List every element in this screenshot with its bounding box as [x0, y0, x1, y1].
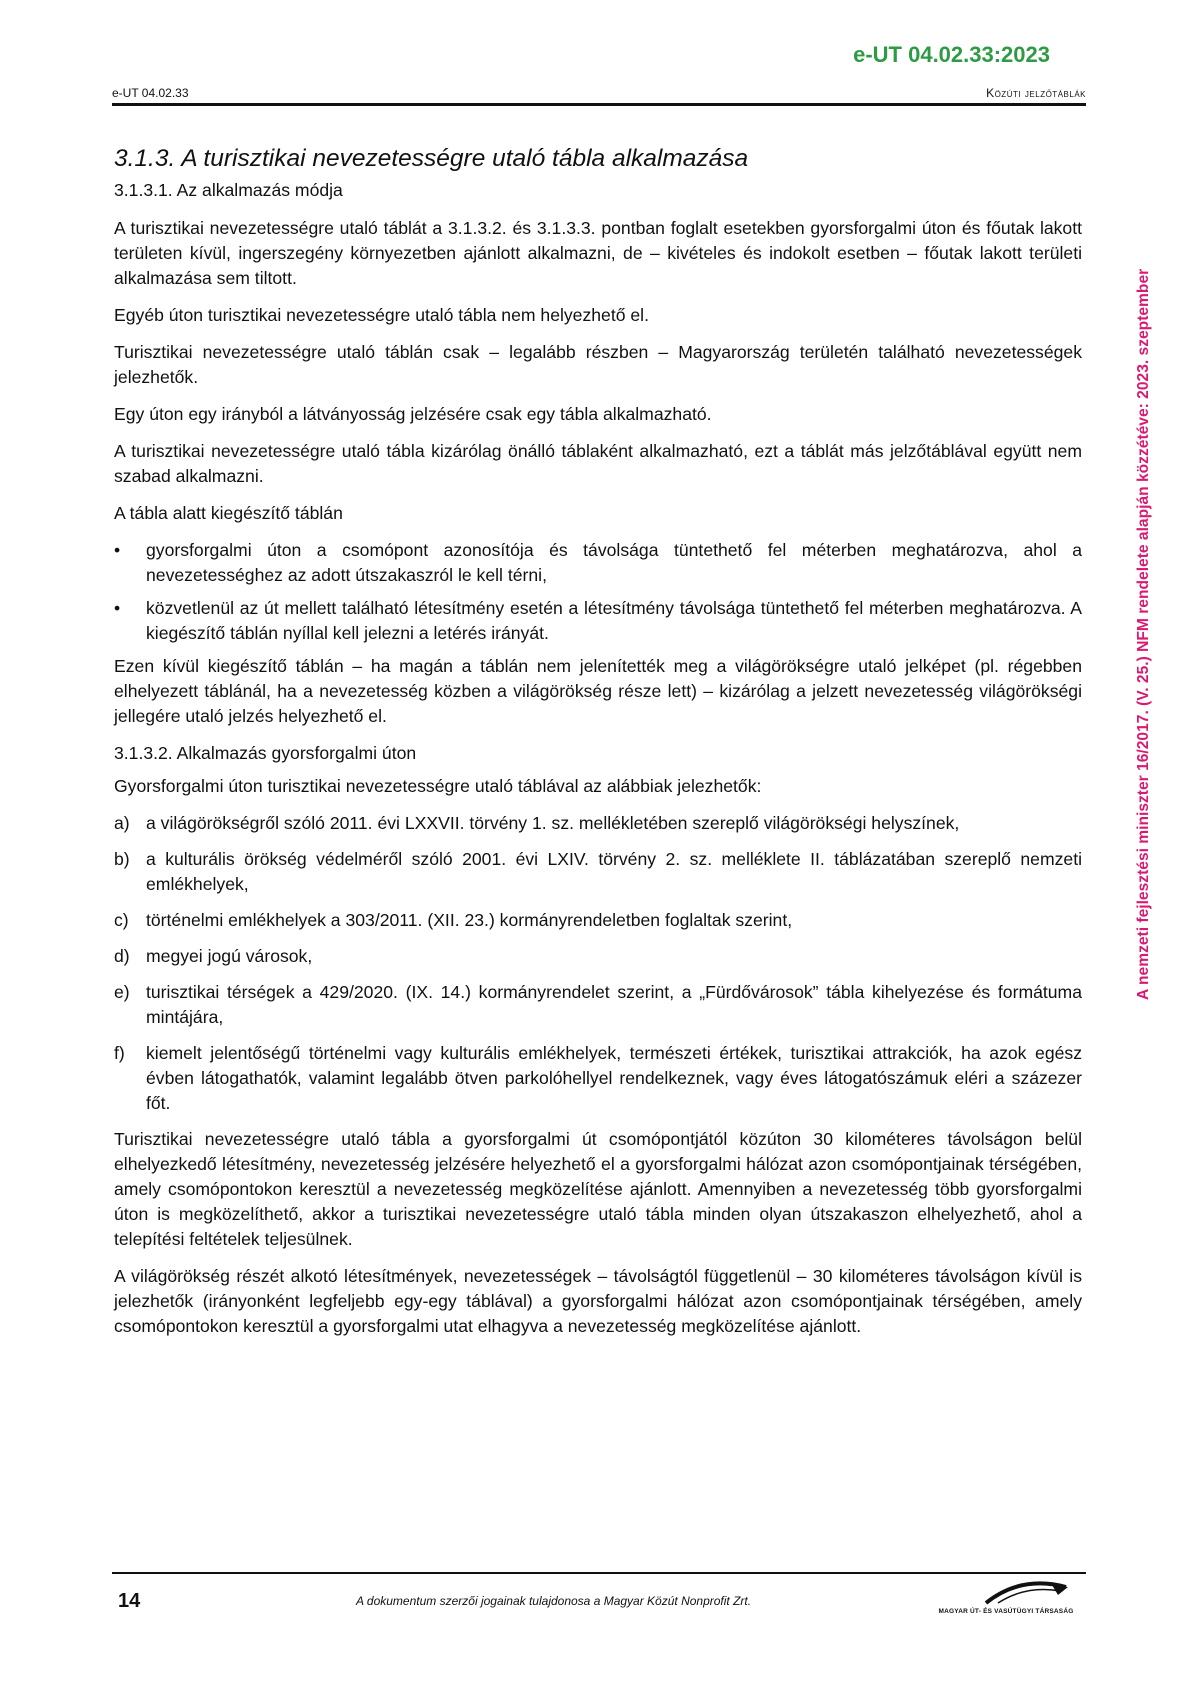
paragraph: Turisztikai nevezetességre utaló táblán csak – legalább részben – Magyarország területén található nevezetességek jelezhetők.: [114, 342, 1082, 387]
page-header: [112, 86, 1086, 106]
road-swoosh-icon: [926, 1573, 1086, 1613]
list-text: a világörökségről szóló 2011. évi LXXVII. törvény 1. sz. mellékletében szereplő világörökségi helyszínek,: [146, 813, 960, 833]
list-marker: d): [114, 946, 130, 966]
publication-side-note: A nemzeti fejlesztési miniszter 16/2017. (V. 25.) NFM rendelete alapján közzétéve: 2023. szeptember: [1135, 268, 1152, 1000]
list-item: [114, 811, 1082, 836]
list-marker: c): [114, 910, 129, 930]
list-text: kiemelt jelentőségű történelmi vagy kulturális emlékhelyek, természeti értékek, turisztikai attrakciók, ha azok egész évben látogathatók, valamint legalább ötven parkolóhellyel rendelkeznek, vagy éves látogatószámuk eléri a százezer főt.: [146, 1043, 1082, 1113]
paragraph: A világörökség részét alkotó létesítmények, nevezetességek – távolságtól függetlenül – 30 kilométeres távolságon kívül is jelezhetők (irányonként legfeljebb egy-egy táblával) a gyorsforgalmi hálózat azon csomópontjainak térségében, amely csomópontokon keresztül a gyorsforgalmi utat elhagyva a nevezetesség megközelítése ajánlott.: [114, 1266, 1082, 1336]
page-number: 14: [118, 1590, 141, 1612]
page-content: [114, 144, 1082, 1351]
paragraph: A turisztikai nevezetességre utaló táblát a 3.1.3.2. és 3.1.3.3. pontban foglalt esetekben gyorsforgalmi úton és főutak lakott területen kívül, ingerszegény környezetben ajánlott alkalmazni, de – kivételes és indokolt esetben – főutak lakott területi alkalmazása sem tiltott.: [114, 218, 1082, 288]
list-text: a kulturális örökség védelméről szóló 2001. évi LXIV. törvény 2. sz. melléklete II. táblázatában szereplő nemzeti emlékhelyek,: [146, 849, 1082, 894]
copyright-notice: A dokumentum szerzői jogainak tulajdonosa a Magyar Közút Nonprofit Zrt.: [356, 1594, 752, 1608]
list-marker: b): [114, 849, 130, 869]
logo-text: MAGYAR ÚT- ÉS VASÚTÜGYI TÁRSASÁG: [938, 1608, 1074, 1615]
paragraph: Egyéb úton turisztikai nevezetességre utaló tábla nem helyezhető el.: [114, 305, 649, 325]
list-marker: e): [114, 982, 130, 1002]
publisher-logo: [926, 1573, 1086, 1623]
list-text: megyei jogú városok,: [146, 946, 313, 966]
bullet-marker: •: [114, 540, 121, 560]
list-text: történelmi emlékhelyek a 303/2011. (XII. 23.) kormányrendeletben foglaltak szerint,: [146, 910, 793, 930]
list-item: [114, 944, 1082, 969]
header-section-title: Közúti jelzőtáblák: [986, 86, 1086, 100]
list-item: [114, 980, 1082, 1030]
list-item: [114, 908, 1082, 933]
paragraph: Gyorsforgalmi úton turisztikai nevezetességre utaló táblával az alábbiak jelezhetők:: [114, 776, 762, 796]
bullet-item: [114, 538, 1082, 588]
list-marker: a): [114, 813, 130, 833]
list-text: turisztikai térségek a 429/2020. (IX. 14.) kormányrendelet szerint, a „Fürdővárosok” tábla kihelyezése és formátuma mintájára,: [146, 982, 1082, 1027]
bullet-marker: •: [114, 598, 121, 618]
paragraph: A tábla alatt kiegészítő táblán: [114, 503, 343, 523]
list-marker: f): [114, 1043, 125, 1063]
bullet-text: gyorsforgalmi úton a csomópont azonosítója és távolsága tüntethető fel méterben meghatározva, ahol a nevezetességhez az adott útszakaszról le kell térni,: [146, 540, 1082, 585]
paragraph: Egy úton egy irányból a látványosság jelzésére csak egy tábla alkalmazható.: [114, 404, 712, 424]
document-stamp: e-UT 04.02.33:2023: [853, 42, 1050, 67]
subsection-heading: 3.1.3.1. Az alkalmazás módja: [114, 180, 343, 200]
list-item: [114, 1041, 1082, 1116]
list-item: [114, 847, 1082, 897]
lettered-list: [114, 811, 1082, 1116]
subsection-heading: 3.1.3.2. Alkalmazás gyorsforgalmi úton: [114, 743, 417, 763]
section-title: 3.1.3. A turisztikai nevezetességre utaló tábla alkalmazása: [114, 145, 749, 172]
bullet-item: [114, 596, 1082, 646]
paragraph: A turisztikai nevezetességre utaló tábla kizárólag önálló táblaként alkalmazható, ezt a táblát más jelzőtáblával együtt nem szabad alkalmazni.: [114, 441, 1082, 486]
paragraph: Ezen kívül kiegészítő táblán – ha magán a táblán nem jelenítették meg a világörökségre utaló jelképet (pl. régebben elhelyezett táblánál, ha a nevezetesség közben a világörökség része lett) – kizárólag a jelzett nevezetesség világörökségi jellegére utaló jelzés helyezhető el.: [114, 656, 1082, 726]
bullet-list: [114, 538, 1082, 646]
bullet-text: közvetlenül az út mellett található létesítmény esetén a létesítmény távolsága tüntethető fel méterben meghatározva. A kiegészítő táblán nyíllal kell jelezni a letérés irányát.: [146, 598, 1082, 643]
header-document-code: e-UT 04.02.33: [112, 86, 189, 100]
paragraph: Turisztikai nevezetességre utaló tábla a gyorsforgalmi út csomópontjától közúton 30 kilométeres távolságon belül elhelyezkedő létesítmény, nevezetesség jelzésére helyezhető el a gyorsforgalmi hálózat azon csomópontjainak térségében, amely csomópontokon keresztül a nevezetesség megközelítése ajánlott. Amennyiben a nevezetesség több gyorsforgalmi úton is megközelíthető, akkor a turisztikai nevezetességre utaló tábla minden olyan útszakaszon elhelyezhető, ahol a telepítési feltételek teljesülnek.: [114, 1129, 1082, 1249]
